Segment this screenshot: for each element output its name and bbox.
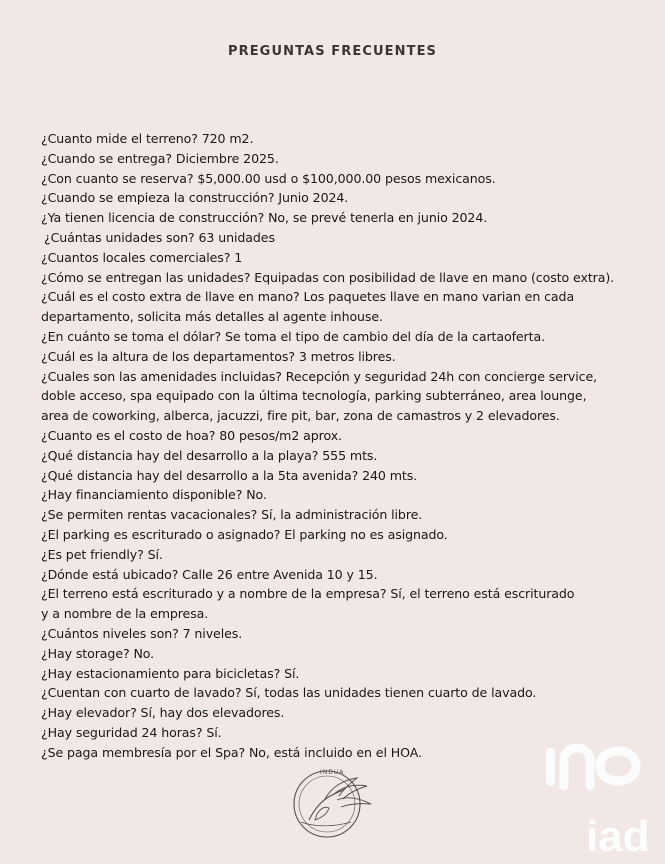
faq-line: ¿Cuando se empieza la construcción? Junio 2024. bbox=[41, 190, 349, 206]
faq-line: ¿Cuanto es el costo de hoa? 80 pesos/m2 aprox. bbox=[41, 427, 342, 443]
faq-list bbox=[41, 129, 641, 763]
faq-line: ¿Cuanto mide el terreno? 720 m2. bbox=[41, 131, 254, 146]
faq-line: departamento, solicita más detalles al agente inhouse. bbox=[41, 309, 383, 325]
faq-line: ¿Hay seguridad 24 horas? Sí. bbox=[41, 724, 222, 740]
faq-line: area de coworking, alberca, jacuzzi, fire pit, bar, zona de camastros y 2 elevadores. bbox=[41, 408, 560, 424]
faq-line: ¿Con cuanto se reserva? $5,000.00 usd o $100,000.00 pesos mexicanos. bbox=[41, 170, 496, 186]
brand-seal-logo bbox=[287, 762, 377, 842]
faq-line: ¿Cuántas unidades son? 63 unidades bbox=[44, 229, 275, 245]
faq-line: ¿En cuánto se toma el dólar? Se toma el tipo de cambio del día de la cartaoferta. bbox=[41, 328, 545, 344]
faq-line: ¿Hay financiamiento disponible? No. bbox=[41, 487, 267, 503]
faq-line: ¿Cuentan con cuarto de lavado? Sí, todas las unidades tienen cuarto de lavado. bbox=[41, 685, 537, 701]
iad-watermark-logo bbox=[538, 738, 665, 864]
faq-line: ¿Ya tienen licencia de construcción? No, se prevé tenerla en junio 2024. bbox=[41, 210, 488, 226]
faq-line: ¿Qué distancia hay del desarrollo a la 5ta avenida? 240 mts. bbox=[41, 467, 418, 483]
faq-line: ¿Es pet friendly? Sí. bbox=[41, 546, 163, 562]
faq-line: ¿Cuantos locales comerciales? 1 bbox=[41, 249, 243, 265]
faq-line: y a nombre de la empresa. bbox=[41, 606, 209, 622]
faq-line: ¿Cuántos niveles son? 7 niveles. bbox=[41, 625, 243, 641]
faq-line: ¿Cuales son las amenidades incluidas? Recepción y seguridad 24h con concierge service, bbox=[41, 368, 598, 384]
faq-line: ¿Dónde está ubicado? Calle 26 entre Avenida 10 y 15. bbox=[41, 566, 378, 582]
faq-line: ¿Cómo se entregan las unidades? Equipadas con posibilidad de llave en mano (costo extra). bbox=[41, 269, 615, 285]
faq-line: ¿El terreno está escriturado y a nombre de la empresa? Sí, el terreno está escriturado bbox=[41, 586, 575, 602]
stamp-text: INDUA bbox=[320, 769, 345, 776]
faq-line: ¿Hay estacionamiento para bicicletas? Sí. bbox=[41, 665, 300, 681]
faq-line: ¿Hay storage? No. bbox=[41, 645, 155, 661]
page-title: PREGUNTAS FRECUENTES bbox=[227, 44, 438, 59]
faq-line: doble acceso, spa equipado con la última tecnología, parking subterráneo, area lounge, bbox=[41, 388, 587, 404]
faq-line: ¿El parking es escriturado o asignado? El parking no es asignado. bbox=[41, 526, 448, 542]
faq-line: ¿Cuando se entrega? Diciembre 2025. bbox=[41, 150, 279, 166]
faq-line: ¿Qué distancia hay del desarrollo a la playa? 555 mts. bbox=[41, 447, 378, 463]
faq-line: ¿Se paga membresía por el Spa? No, está incluido en el HOA. bbox=[41, 744, 422, 760]
faq-line: ¿Hay elevador? Sí, hay dos elevadores. bbox=[41, 705, 285, 721]
faq-line: ¿Se permiten rentas vacacionales? Sí, la administración libre. bbox=[41, 507, 423, 523]
logo-text: iad bbox=[586, 812, 650, 861]
faq-line: ¿Cuál es el costo extra de llave en mano? Los paquetes llave en mano varian en cada bbox=[41, 289, 575, 305]
faq-line: ¿Cuál es la altura de los departamentos? 3 metros libres. bbox=[41, 348, 396, 364]
